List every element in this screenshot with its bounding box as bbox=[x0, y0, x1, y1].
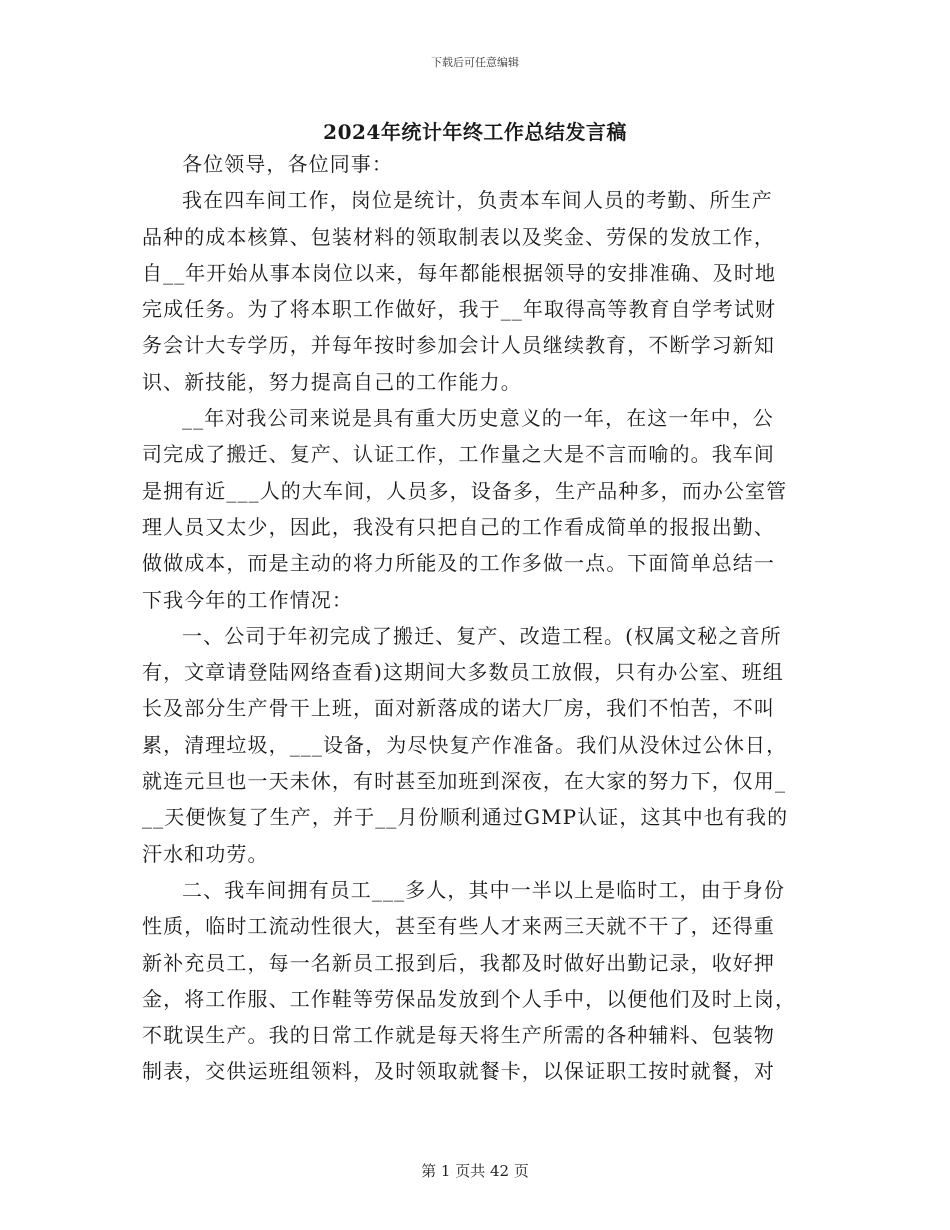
text-line: 有，文章请登陆网络查看)这期间大多数员工放假，只有办公室、班组 bbox=[142, 660, 784, 685]
page-footer: 第 1 页共 42 页 bbox=[421, 1162, 529, 1180]
text-line: 做做成本，而是主动的将力所能及的工作多做一点。下面简单总结一 bbox=[142, 551, 775, 576]
text-line: 一、公司于年初完成了搬迁、复产、改造工程。(权属文秘之音所 bbox=[182, 623, 782, 648]
document-body bbox=[142, 146, 812, 1090]
text-line: 不耽误生产。我的日常工作就是每天将生产所需的各种辅料、包装物 bbox=[142, 1023, 775, 1048]
text-line: 二、我车间拥有员工___多人，其中一半以上是临时工，由于身份 bbox=[182, 877, 785, 902]
text-line: 累，清理垃圾，___设备，为尽快复产作准备。我们从没休过公休日， bbox=[142, 732, 788, 757]
text-line: 下我今年的工作情况： bbox=[142, 587, 353, 612]
text-line: 金，将工作服、工作鞋等劳保品发放到个人手中，以便他们及时上岗， bbox=[142, 986, 797, 1011]
text-line: 各位领导，各位同事： bbox=[182, 152, 393, 176]
text-line: 新补充员工，每一名新员工报到后，我都及时做好出勤记录，收好押 bbox=[142, 950, 775, 975]
text-line: 品种的成本核算、包装材料的领取制表以及奖金、劳保的发放工作， bbox=[142, 224, 775, 249]
text-line: 完成任务。为了将本职工作做好，我于__年取得高等教育自学考试财 bbox=[142, 297, 777, 322]
text-line: __天便恢复了生产，并于__月份顺利通过GMP认证，这其中也有我的 bbox=[142, 805, 789, 830]
header-note: 下载后可任意编辑 bbox=[431, 56, 519, 69]
page-title: 2024年统计年终工作总结发言稿 bbox=[323, 120, 627, 144]
text-line: 是拥有近___人的大车间，人员多，设备多，生产品种多，而办公室管 bbox=[142, 478, 788, 503]
text-line: 长及部分生产骨干上班，面对新落成的诺大厂房，我们不怕苦，不叫 bbox=[142, 696, 775, 721]
text-line: 自__年开始从事本岗位以来，每年都能根据领导的安排准确、及时地 bbox=[142, 260, 777, 285]
text-line: 制表，交供运班组领料，及时领取就餐卡，以保证职工按时就餐，对 bbox=[142, 1059, 775, 1084]
text-line: 性质，临时工流动性很大，甚至有些人才来两三天就不干了，还得重 bbox=[142, 914, 775, 939]
text-line: 就连元旦也一天未休，有时甚至加班到深夜，在大家的努力下，仅用_ bbox=[142, 769, 787, 794]
text-line: 理人员又太少，因此，我没有只把自己的工作看成简单的报报出勤、 bbox=[142, 514, 775, 539]
text-line: 汗水和功劳。 bbox=[142, 841, 269, 866]
text-line: 务会计大专学历，并每年按时参加会计人员继续教育，不断学习新知 bbox=[142, 333, 775, 358]
text-line: 司完成了搬迁、复产、认证工作，工作量之大是不言而喻的。我车间 bbox=[142, 442, 775, 467]
text-line: 我在四车间工作，岗位是统计，负责本车间人员的考勤、所生产 bbox=[182, 188, 773, 213]
text-line: __年对我公司来说是具有重大历史意义的一年，在这一年中，公 bbox=[182, 406, 774, 431]
text-line: 识、新技能，努力提高自己的工作能力。 bbox=[142, 369, 522, 394]
